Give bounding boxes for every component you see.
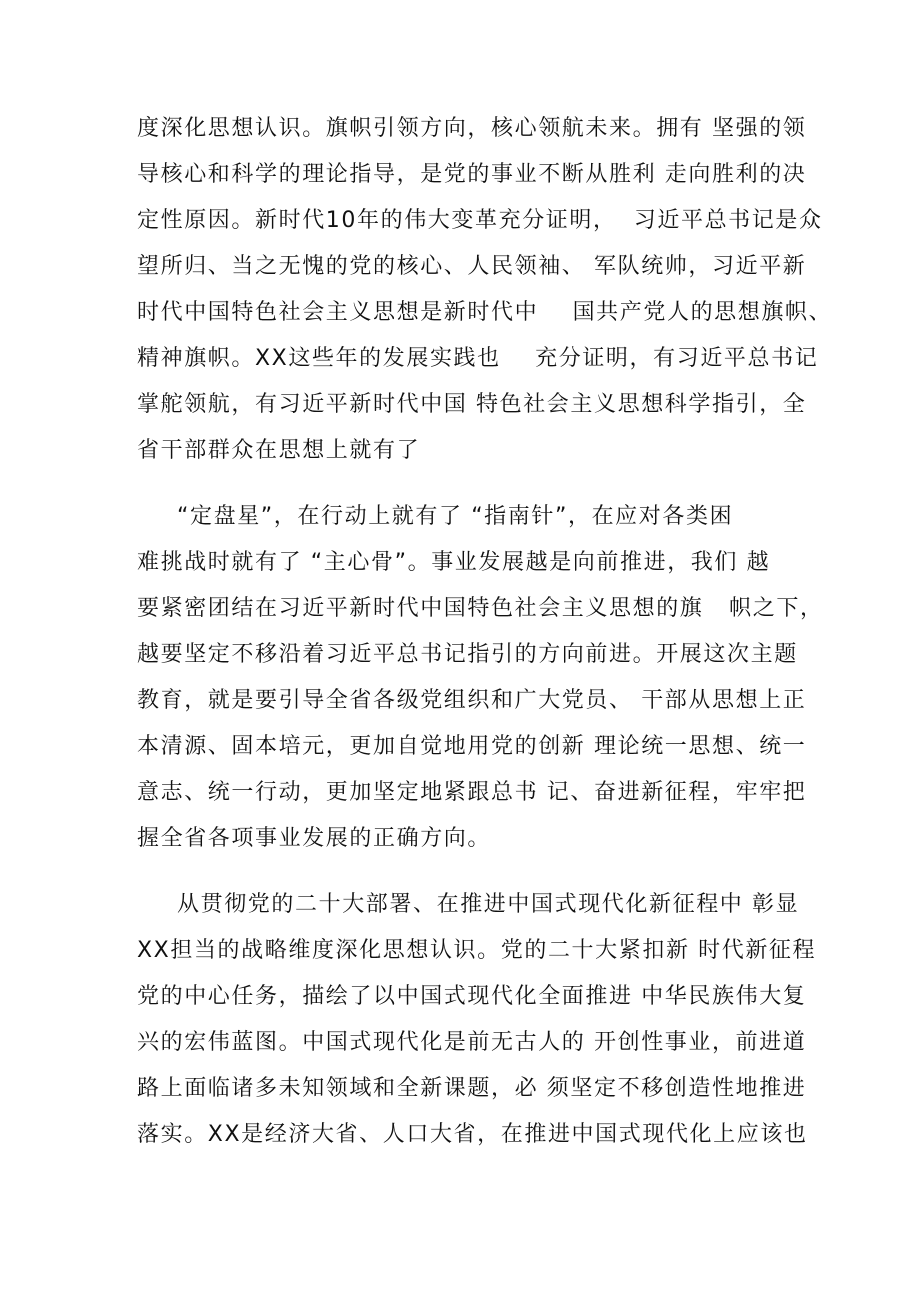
text-line: 导核心和科学的理论指导，是党的事业不断从胜利 走向胜利的决: [137, 162, 807, 187]
text-line: 党的中心任务，描绘了以中国式现代化全面推进 中华民族伟大复: [137, 984, 807, 1009]
text-line: 难挑战时就有了 “主心骨”。事业发展越是向前推进，我们 越: [137, 550, 771, 575]
document-body: [137, 106, 833, 1158]
text-line: 教育，就是要引导全省各级党组织和广大党员、 干部从思想上正: [137, 688, 807, 713]
text-line: 省干部群众在思想上就有了: [137, 438, 421, 463]
paragraph-2: [137, 494, 824, 862]
text-line: 精神旗帜。XX这些年的发展实践也 充分证明，有习近平总书记: [137, 346, 819, 371]
text-line: 定性原因。新时代10年的伟大变革充分证明， 习近平总书记是众: [137, 208, 823, 233]
text-line: 握全省各项事业发展的正确方向。: [137, 826, 492, 851]
text-line: 望所归、当之无愧的党的核心、人民领袖、 军队统帅，习近平新: [137, 254, 807, 279]
text-line: 掌舵领航，有习近平新时代中国 特色社会主义思想科学指引，全: [137, 392, 807, 417]
text-line: 越要坚定不移沿着习近平总书记指引的方向前进。开展这次主题: [137, 642, 798, 667]
text-line: XX担当的战略维度深化思想认识。党的二十大紧扣新 时代新征程: [137, 938, 817, 963]
text-line: 路上面临诸多未知领域和全新课题，必 须坚定不移创造性地推进: [137, 1076, 807, 1101]
text-line: “定盘星”，在行动上就有了 “指南针”，在应对各类困: [177, 504, 734, 529]
text-line: 从贯彻党的二十大部署、在推进中国式现代化新征程中 彰显: [177, 892, 800, 917]
paragraph-gap: [137, 862, 797, 882]
text-line: 兴的宏伟蓝图。中国式现代化是前无古人的 开创性事业，前进道: [137, 1030, 807, 1055]
paragraph-1: [137, 106, 833, 474]
text-line: 意志、统一行动，更加坚定地紧跟总书 记、奋进新征程，牢牢把: [137, 780, 807, 805]
paragraph-gap: [137, 474, 797, 494]
paragraph-3: [137, 882, 817, 1158]
text-line: 度深化思想认识。旗帜引领方向，核心领航未来。拥有 坚强的领: [137, 116, 807, 141]
text-line: 落实。XX是经济大省、人口大省，在推进中国式现代化上应该也: [137, 1122, 808, 1147]
text-line: 要紧密团结在习近平新时代中国特色社会主义思想的旗 帜之下，: [137, 596, 824, 621]
text-line: 本清源、固本培元，更加自觉地用党的创新 理论统一思想、统一: [137, 734, 807, 759]
text-line: 时代中国特色社会主义思想是新时代中 国共产党人的思想旗帜、: [137, 300, 833, 325]
